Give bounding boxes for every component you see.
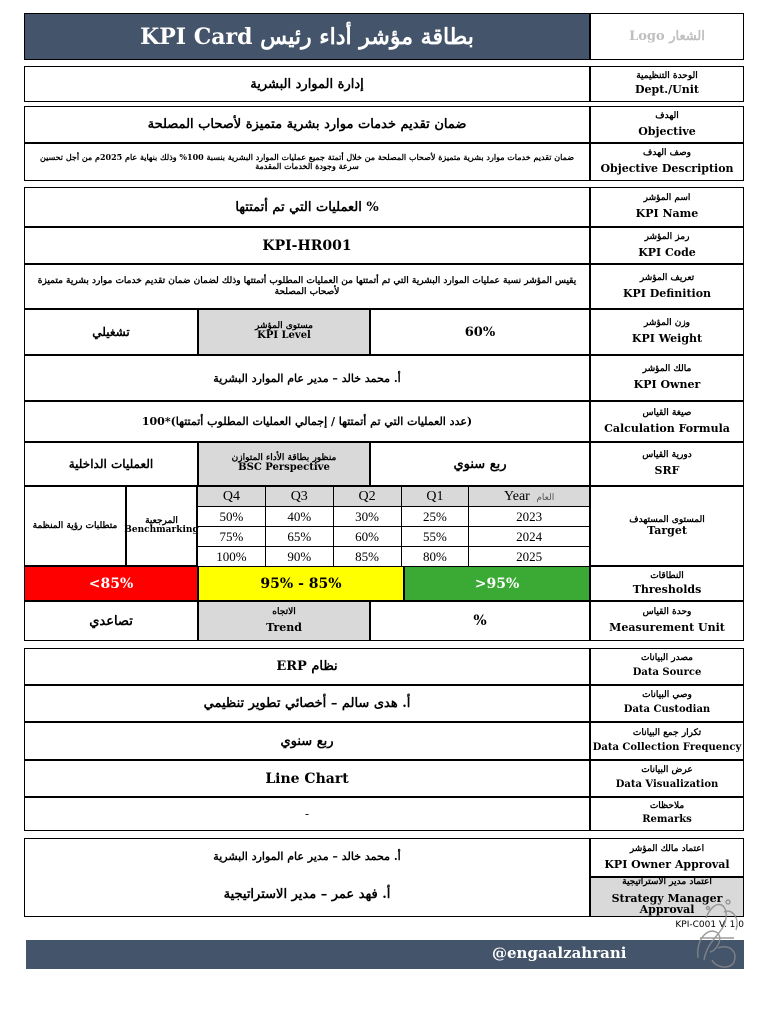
unit-label	[590, 66, 744, 102]
remarks-value: -	[24, 797, 590, 831]
kpi-weight-label-ar: وزن المؤشر	[643, 318, 691, 328]
target-label	[590, 486, 744, 566]
remarks-label	[590, 797, 744, 831]
unit-label-en: Dept./Unit	[634, 83, 699, 97]
kpi-owner-value: أ. محمد خالد – مدير عام الموارد البشرية	[24, 355, 590, 401]
srf-label-en: SRF	[654, 464, 680, 478]
threshold-yellow: 95% - 85%	[198, 566, 404, 601]
kpi-owner-label	[590, 355, 744, 401]
objective-label-en: Objective	[638, 124, 696, 138]
data-custodian-value: أ. هدى سالم – أخصائي تطوير تنظيمي	[24, 685, 590, 722]
kpi-code-value: KPI-HR001	[24, 227, 590, 264]
objective-description-label-ar: وصف الهدف	[643, 148, 691, 158]
target-year: 2025	[469, 547, 590, 567]
target-table	[197, 486, 590, 567]
version-text: KPI-C001 V. 1.0	[675, 920, 744, 930]
threshold-green: >95%	[404, 566, 590, 601]
benchmark-label-en: Benchmarking	[124, 525, 199, 535]
target-row	[198, 527, 590, 547]
target-year: 2023	[469, 507, 590, 527]
strategy-approval-label-ar: اعتماد مدير الاستراتيجية	[622, 877, 712, 888]
kpi-code-label	[590, 227, 744, 264]
target-row	[198, 547, 590, 567]
visualization-label	[590, 760, 744, 797]
page-title: KPI Card بطاقة مؤشر أداء رئيس	[140, 23, 474, 50]
target-header-row	[198, 487, 590, 507]
kpi-level-label-ar: مستوى المؤشر	[255, 321, 313, 332]
trend-label-en: Trend	[266, 621, 302, 635]
kpi-name-label-en: KPI Name	[635, 207, 699, 221]
target-label-ar: المستوى المستهدف	[629, 514, 705, 525]
bsc-value: العمليات الداخلية	[24, 442, 198, 486]
collection-frequency-label-en: Data Collection Frequency	[592, 741, 742, 753]
objective-value: ضمان تقديم خدمات موارد بشرية متميزة لأصحاب المصلحة	[24, 106, 590, 143]
objective-label-ar: الهدف	[655, 110, 679, 121]
thresholds-label-ar: النطاقات	[650, 570, 684, 581]
benchmark-value: متطلبات رؤية المنظمة	[24, 486, 126, 566]
target-cell: 65%	[265, 527, 333, 547]
formula-label	[590, 401, 744, 442]
data-source-label-ar: مصدر البيانات	[641, 653, 693, 664]
unit-label-ar: الوحدة التنظيمية	[636, 71, 698, 81]
kpi-definition-label-en: KPI Definition	[622, 286, 712, 300]
trend-label-ar: الاتجاه	[272, 607, 296, 617]
data-source-label	[590, 648, 744, 685]
kpi-weight-value: 60%	[370, 309, 590, 355]
target-label-en: Target	[647, 523, 687, 537]
owner-approval-value: أ. محمد خالد – مدير عام الموارد البشرية	[213, 849, 401, 863]
owner-approval-label-en: KPI Owner Approval	[604, 857, 730, 871]
kpi-definition-label	[590, 264, 744, 309]
srf-label	[590, 442, 744, 486]
bsc-label-ar: منظور بطاقة الأداء المتوازن	[231, 453, 337, 464]
strategy-approval-value: أ. فهد عمر – مدير الاستراتيجية	[223, 886, 391, 902]
objective-description-label	[590, 143, 744, 181]
kpi-level-label	[198, 309, 370, 355]
benchmark-label	[126, 486, 197, 566]
strategy-approval-label-en: Strategy Manager Approval	[611, 891, 723, 917]
remarks-label-en: Remarks	[642, 814, 692, 826]
target-cell: 55%	[401, 527, 469, 547]
visualization-label-en: Data Visualization	[615, 779, 719, 791]
trend-value: تصاعدي	[24, 601, 198, 641]
header-title-bar	[24, 13, 590, 60]
target-cell: 50%	[198, 507, 266, 527]
measurement-unit-label	[590, 601, 744, 641]
srf-label-ar: دورية القياس	[642, 450, 692, 460]
year-header-en: Year	[504, 488, 530, 504]
data-custodian-label-en: Data Custodian	[623, 704, 711, 716]
kpi-code-label-ar: رمز المؤشر	[644, 231, 690, 242]
target-cell: 40%	[265, 507, 333, 527]
visualization-value: Line Chart	[24, 760, 590, 797]
kpi-weight-label	[590, 309, 744, 355]
logo-text: Logo الشعار	[629, 29, 705, 44]
target-cell: 75%	[198, 527, 266, 547]
data-source-label-en: Data Source	[632, 667, 702, 679]
target-cell: 80%	[401, 547, 469, 567]
target-row	[198, 507, 590, 527]
formula-value: (عدد العمليات التي تم أتمتتها / إجمالي العمليات المطلوب أتمتتها)*100	[24, 401, 590, 442]
target-cell: 85%	[333, 547, 401, 567]
measurement-unit-label-ar: وحدة القياس	[642, 607, 692, 617]
objective-label	[590, 106, 744, 143]
kpi-weight-label-en: KPI Weight	[631, 332, 703, 346]
target-cell: 25%	[401, 507, 469, 527]
collection-frequency-value: ربع سنوي	[24, 722, 590, 760]
year-header-ar: العام	[536, 491, 555, 502]
bsc-label	[198, 442, 370, 486]
footer-bar	[26, 940, 744, 969]
approvals-values	[24, 838, 590, 917]
target-year: 2024	[469, 527, 590, 547]
srf-value: ربع سنوي	[370, 442, 590, 486]
q4-header: Q4	[198, 487, 266, 507]
logo-placeholder	[590, 13, 744, 60]
visualization-label-ar: عرض البيانات	[641, 765, 693, 776]
bsc-label-en: BSC Perspective	[238, 462, 330, 474]
thresholds-label	[590, 566, 744, 601]
trend-label	[198, 601, 370, 641]
kpi-definition-value: يقيس المؤشر نسبة عمليات الموارد البشرية التي تم أتمتتها من العمليات المطلوب أتمتتها وذلك لضمان ضمان تقديم خدمات موارد بشرية متميزة لأصحاب المصلحة	[24, 264, 590, 309]
objective-description-label-en: Objective Description	[600, 162, 734, 176]
footer-handle: @engaalzahrani	[492, 944, 627, 962]
q1-header: Q1	[401, 487, 469, 507]
target-cell: 60%	[333, 527, 401, 547]
kpi-code-label-en: KPI Code	[638, 245, 696, 259]
benchmark-label-ar: المرجعية	[145, 515, 178, 526]
kpi-owner-label-ar: مالك المؤشر	[642, 364, 692, 374]
unit-value: إدارة الموارد البشرية	[24, 66, 590, 102]
kpi-definition-label-ar: تعريف المؤشر	[639, 272, 695, 283]
formula-label-en: Calculation Formula	[604, 421, 730, 435]
owner-approval-label	[590, 838, 744, 877]
kpi-level-label-en: KPI Level	[257, 330, 311, 342]
threshold-red: <85%	[24, 566, 198, 601]
data-source-value: نظام ERP	[24, 648, 590, 685]
kpi-name-label-ar: اسم المؤشر	[643, 193, 691, 203]
kpi-name-value: % العمليات التي تم أتمتتها	[24, 187, 590, 227]
remarks-label-ar: ملاحظات	[649, 801, 685, 812]
formula-label-ar: صيغة القياس	[642, 407, 692, 418]
calligraphy-logo-icon	[688, 888, 746, 972]
target-cell: 100%	[198, 547, 266, 567]
objective-description-value: ضمان تقديم خدمات موارد بشرية متميزة لأصحاب المصلحة من خلال أتمتة جميع عمليات الموارد البشرية بنسبة 100% وذلك بنهاية عام 2025م من أجل تحسين سرعة وجودة الخدمات المقدمة	[24, 143, 590, 181]
target-cell: 90%	[265, 547, 333, 567]
collection-frequency-label-ar: تكرار جمع البيانات	[632, 727, 702, 738]
kpi-name-label	[590, 187, 744, 227]
q3-header: Q3	[265, 487, 333, 507]
year-header	[469, 487, 590, 507]
collection-frequency-label	[590, 722, 744, 760]
thresholds-label-en: Thresholds	[632, 582, 702, 596]
measurement-unit-value: %	[370, 601, 590, 641]
data-custodian-label	[590, 685, 744, 722]
owner-approval-label-ar: اعتماد مالك المؤشر	[629, 843, 705, 854]
kpi-owner-label-en: KPI Owner	[633, 378, 701, 392]
kpi-level-value: تشغيلي	[24, 309, 198, 355]
target-cell: 30%	[333, 507, 401, 527]
q2-header: Q2	[333, 487, 401, 507]
measurement-unit-label-en: Measurement Unit	[609, 621, 725, 635]
data-custodian-label-ar: وصي البيانات	[642, 690, 692, 701]
